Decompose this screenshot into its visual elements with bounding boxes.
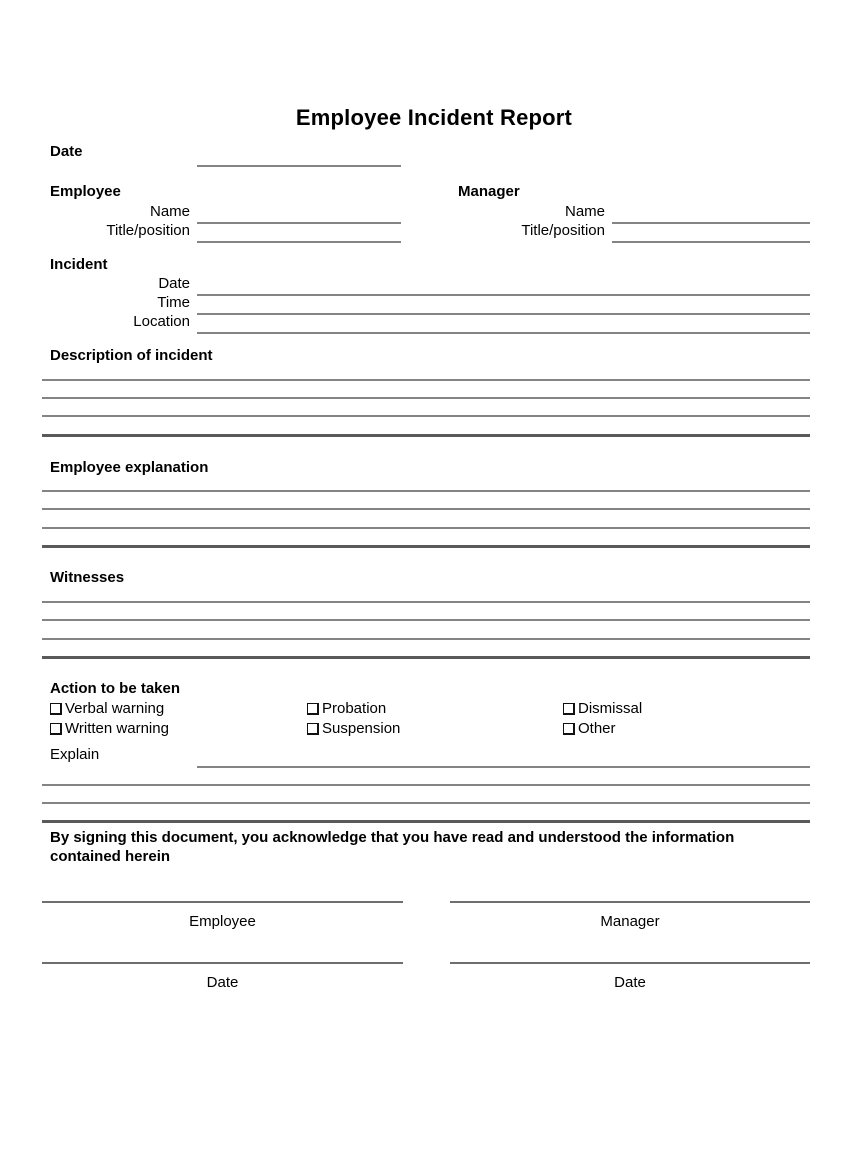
option-label: Other	[578, 720, 616, 737]
incident-time-input-line[interactable]	[197, 313, 810, 315]
checkbox-icon[interactable]	[307, 703, 319, 715]
witnesses-section-divider	[42, 656, 810, 659]
witnesses-section-label: Witnesses	[50, 569, 125, 586]
description-line-2[interactable]	[42, 397, 810, 399]
date-input-line[interactable]	[197, 165, 401, 167]
employee-name-label: Name	[149, 203, 190, 220]
employee-date-line[interactable]	[42, 962, 403, 964]
checkbox-icon[interactable]	[50, 703, 62, 715]
employee-name-input-line[interactable]	[197, 222, 401, 224]
employee-signature-caption: Employee	[189, 913, 256, 930]
checkbox-icon[interactable]	[307, 723, 319, 735]
option-other[interactable]	[563, 720, 616, 737]
witnesses-line-2[interactable]	[42, 619, 810, 621]
incident-location-input-line[interactable]	[197, 332, 810, 334]
explain-label: Explain	[50, 746, 100, 763]
manager-title-label: Title/position	[521, 222, 605, 239]
explanation-line-2[interactable]	[42, 508, 810, 510]
explanation-section-label: Employee explanation	[50, 459, 209, 476]
checkbox-icon[interactable]	[563, 723, 575, 735]
employee-signature-line[interactable]	[42, 901, 403, 903]
incident-time-label: Time	[157, 294, 190, 311]
manager-date-line[interactable]	[450, 962, 810, 964]
witnesses-line-3[interactable]	[42, 638, 810, 640]
explain-section-divider	[42, 820, 810, 823]
employee-title-input-line[interactable]	[197, 241, 401, 243]
witnesses-line-1[interactable]	[42, 601, 810, 603]
manager-name-label: Name	[564, 203, 605, 220]
manager-name-input-line[interactable]	[612, 222, 810, 224]
incident-date-input-line[interactable]	[197, 294, 810, 296]
date-label: Date	[50, 143, 83, 160]
explanation-line-3[interactable]	[42, 527, 810, 529]
option-written-warning[interactable]	[50, 720, 169, 737]
explain-line-1[interactable]	[197, 766, 810, 768]
incident-date-label: Date	[158, 275, 190, 292]
acknowledgement-text: By signing this document, you acknowledge that you have read and understood the information contained herein	[50, 829, 735, 866]
option-probation[interactable]	[307, 700, 386, 717]
checkbox-icon[interactable]	[50, 723, 62, 735]
option-verbal-warning[interactable]	[50, 700, 164, 717]
explain-line-2[interactable]	[42, 784, 810, 786]
explain-line-3[interactable]	[42, 802, 810, 804]
explanation-line-1[interactable]	[42, 490, 810, 492]
employee-title-label: Title/position	[106, 222, 190, 239]
checkbox-icon[interactable]	[563, 703, 575, 715]
description-line-1[interactable]	[42, 379, 810, 381]
explanation-section-divider	[42, 545, 810, 548]
description-line-3[interactable]	[42, 415, 810, 417]
description-section-divider	[42, 434, 810, 437]
option-dismissal[interactable]	[563, 700, 642, 717]
option-label: Written warning	[65, 720, 169, 737]
option-label: Suspension	[322, 720, 401, 737]
option-label: Verbal warning	[65, 700, 165, 717]
option-label: Probation	[322, 700, 387, 717]
manager-section-label: Manager	[458, 183, 520, 200]
employee-date-caption: Date	[206, 974, 239, 991]
option-suspension[interactable]	[307, 720, 400, 737]
manager-date-caption: Date	[614, 974, 646, 991]
incident-location-label: Location	[133, 313, 190, 330]
manager-signature-caption: Manager	[600, 913, 660, 930]
description-section-label: Description of incident	[50, 347, 213, 364]
option-label: Dismissal	[578, 700, 643, 717]
incident-section-label: Incident	[50, 256, 108, 273]
manager-title-input-line[interactable]	[612, 241, 810, 243]
manager-signature-line[interactable]	[450, 901, 810, 903]
action-section-label: Action to be taken	[50, 680, 181, 697]
page-title: Employee Incident Report	[295, 105, 573, 130]
employee-section-label: Employee	[50, 183, 121, 200]
